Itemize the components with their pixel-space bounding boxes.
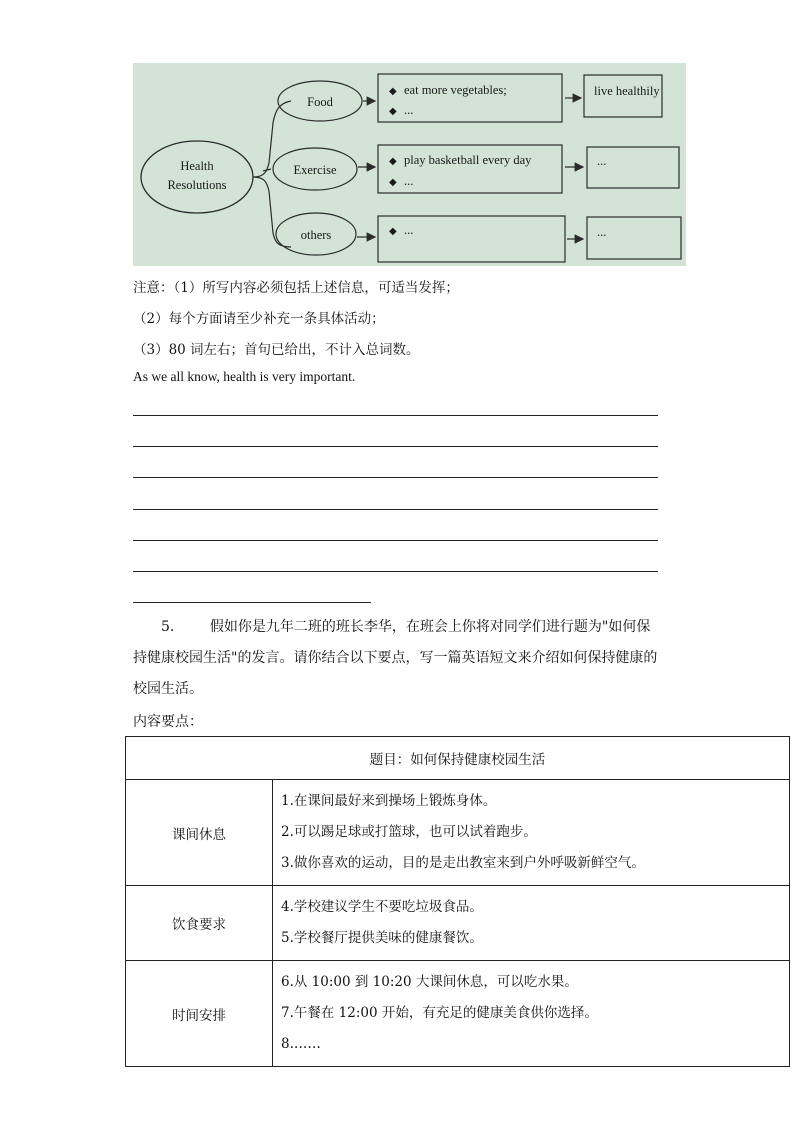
note-2: （2）每个方面请至少补充一条具体活动；	[133, 311, 385, 327]
content-points-table	[125, 736, 790, 1067]
table-title: 题目：如何保持健康校园生活	[126, 737, 790, 780]
writing-line[interactable]	[133, 415, 658, 416]
items-cell	[273, 780, 790, 886]
result-exercise: ...	[597, 154, 607, 168]
items-cell	[273, 961, 790, 1067]
question-text: 假如你是九年二班的班长李华，在班会上你将对同学们进行题为"如何保持健康校园生活"的发言。请你结合以下要点，写一篇英语短文来介绍如何保持健康的校园生活。	[133, 619, 658, 697]
point-item: 4.学校建议学生不要吃垃圾食品。	[281, 899, 483, 915]
item-others-1: ...	[404, 223, 414, 237]
item-food-2: ...	[404, 103, 414, 117]
table-row	[126, 780, 790, 886]
writing-line[interactable]	[133, 446, 658, 447]
diagram-canvas	[133, 63, 686, 266]
point-item: 1.在课间最好来到操场上锻炼身体。	[281, 793, 497, 809]
category-cell: 时间安排	[126, 961, 273, 1067]
question-5	[133, 612, 663, 705]
writing-line-last[interactable]	[133, 602, 371, 603]
result-others: ...	[597, 225, 607, 239]
note-1: 注意：（1）所写内容必须包括上述信息，可适当发挥；	[133, 280, 459, 296]
category-cell: 课间休息	[126, 780, 273, 886]
bullet-icon: ◆	[389, 86, 397, 97]
branch-label-food: Food	[307, 95, 333, 109]
question-number: 5．	[161, 619, 184, 635]
branch-label-others: others	[300, 228, 332, 242]
result-food: live healthily	[594, 84, 660, 98]
bullet-icon: ◆	[389, 226, 397, 237]
center-label-line2: Resolutions	[167, 178, 227, 192]
writing-line[interactable]	[133, 477, 658, 478]
table-row	[126, 961, 790, 1067]
point-item: 5.学校餐厅提供美味的健康餐饮。	[281, 930, 483, 946]
writing-line[interactable]	[133, 571, 658, 572]
point-item: 2.可以踢足球或打篮球，也可以试着跑步。	[281, 824, 537, 840]
writing-line[interactable]	[133, 509, 658, 510]
point-item: 8.……	[281, 1036, 321, 1052]
table-row	[126, 886, 790, 961]
bullet-icon: ◆	[389, 106, 397, 117]
item-exercise-2: ...	[404, 174, 414, 188]
health-resolutions-diagram	[133, 63, 686, 266]
point-item: 7.午餐在 12:00 开始，有充足的健康美食供你选择。	[281, 1005, 598, 1021]
category-cell: 饮食要求	[126, 886, 273, 961]
bullet-icon: ◆	[389, 177, 397, 188]
point-item: 6.从 10:00 到 10:20 大课间休息，可以吃水果。	[281, 974, 578, 990]
bullet-icon: ◆	[389, 156, 397, 167]
note-3: （3）80 词左右；首句已给出，不计入总词数。	[133, 342, 420, 358]
writing-line[interactable]	[133, 540, 658, 541]
item-exercise-1: play basketball every day	[404, 153, 532, 167]
center-label-line1: Health	[180, 159, 214, 173]
item-food-1: eat more vegetables;	[404, 83, 507, 97]
point-item: 3.做你喜欢的运动，目的是走出教室来到户外呼吸新鲜空气。	[281, 855, 645, 871]
first-sentence: As we all know, health is very important.	[133, 369, 356, 384]
items-cell	[273, 886, 790, 961]
points-label: 内容要点：	[133, 714, 203, 730]
branch-label-exercise: Exercise	[293, 163, 337, 177]
